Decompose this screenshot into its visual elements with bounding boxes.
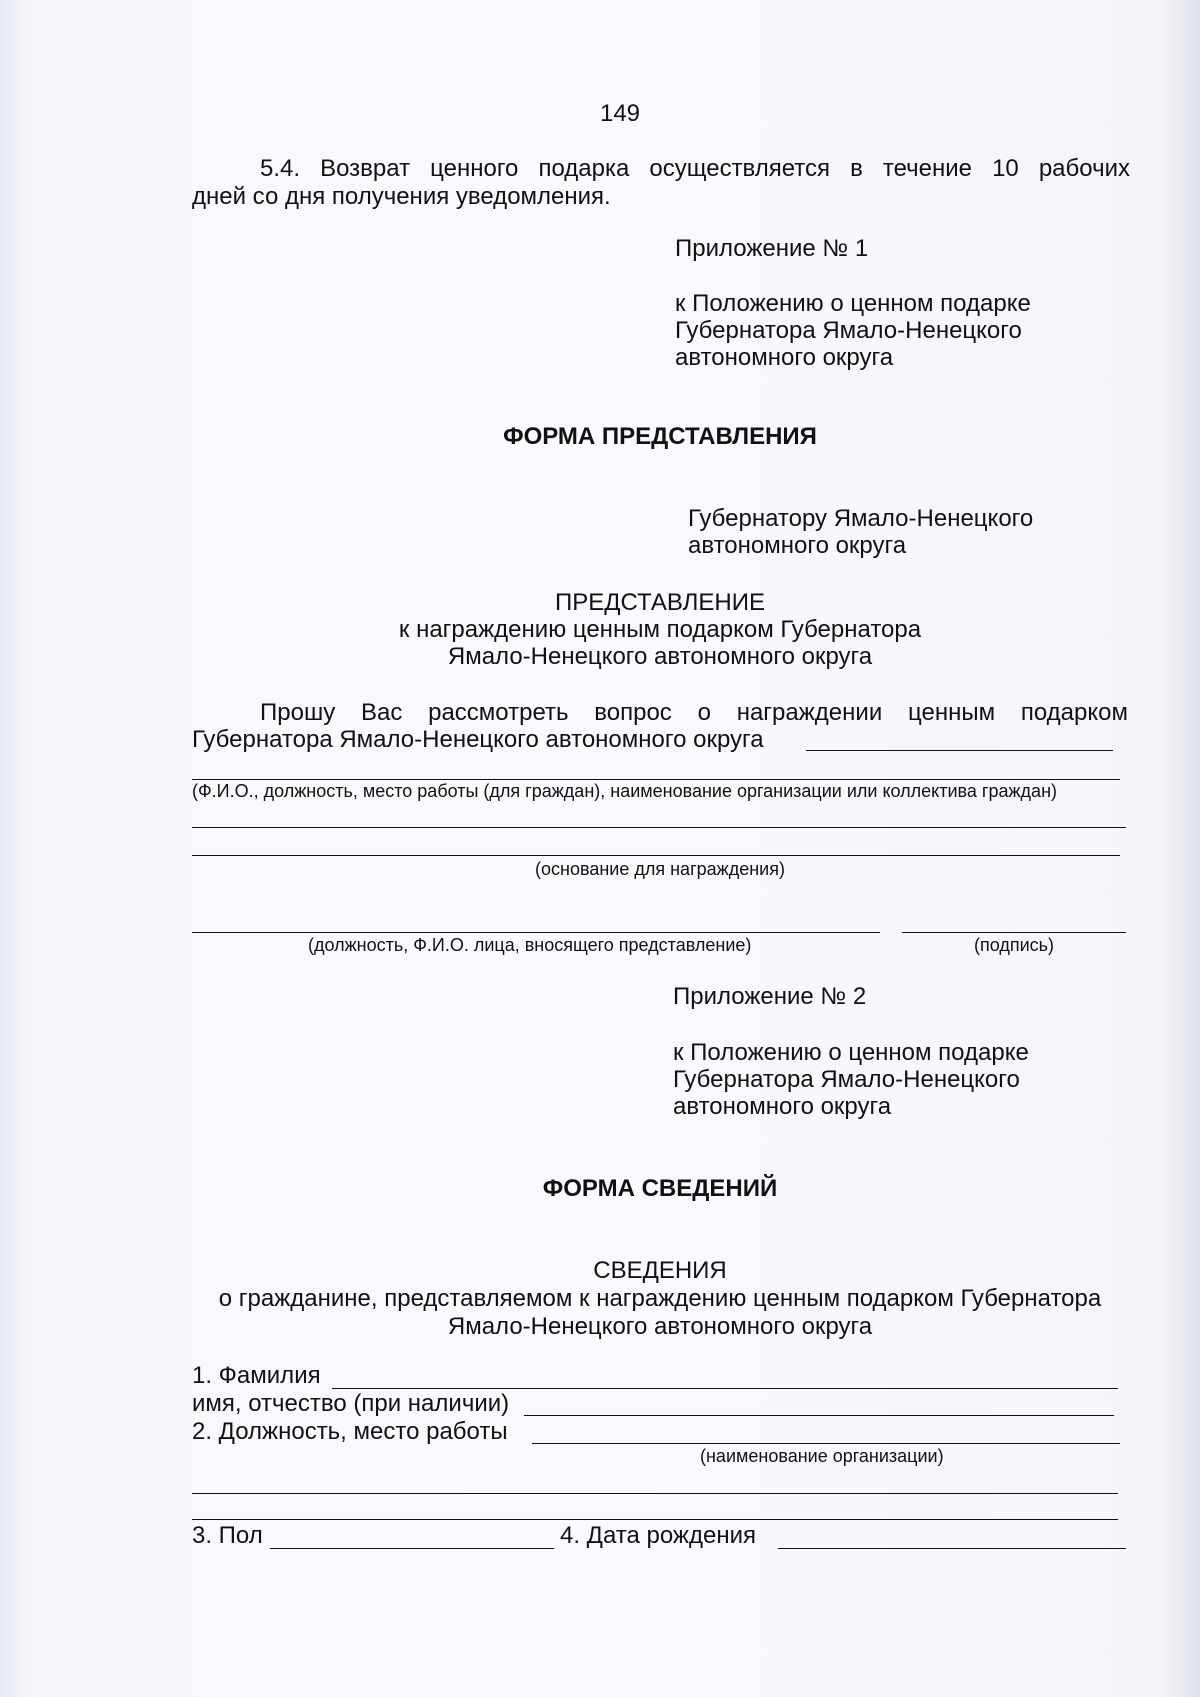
page-number: 149 (599, 100, 641, 127)
form-heading-representation: ФОРМА ПРЕДСТАВЛЕНИЯ (503, 423, 817, 450)
field-birthdate-label: 4. Дата рождения (560, 1522, 756, 1549)
representation-title: ПРЕДСТАВЛЕНИЕ (554, 589, 765, 616)
request-text-line2: Губернатора Ямало-Ненецкого автономного округа (192, 726, 764, 753)
field-position-blank (192, 1493, 1118, 1494)
caption-basis: (основание для награждения) (535, 859, 785, 879)
info-title: СВЕДЕНИЯ (593, 1257, 727, 1284)
info-subtitle: Ямало-Ненецкого автономного округа (447, 1313, 873, 1340)
representation-subtitle: к награждению ценным подарком Губернатора (398, 616, 922, 643)
appendix2-ref-line: к Положению о ценном подарке (673, 1039, 1029, 1066)
caption-signature: (подпись) (974, 935, 1055, 955)
field-name-blank (524, 1415, 1114, 1416)
field-gender-blank (270, 1548, 554, 1549)
field-position-blank (192, 1519, 1118, 1520)
form-heading-info: ФОРМА СВЕДЕНИЙ (542, 1175, 778, 1202)
basis-blank-line (192, 855, 1120, 856)
basis-blank-line (192, 827, 1126, 828)
appendix1-ref-line: Губернатора Ямало-Ненецкого (675, 317, 1022, 344)
signature-blank-line (902, 932, 1126, 933)
appendix1-ref-line: к Положению о ценном подарке (675, 290, 1031, 317)
field-position-label: 2. Должность, место работы (192, 1418, 508, 1445)
appendix2-ref-line: автономного округа (673, 1093, 892, 1120)
nominee-blank-line (806, 750, 1113, 751)
representation-subtitle: Ямало-Ненецкого автономного округа (447, 643, 873, 670)
clause-5-4-line2: дней со дня получения уведомления. (192, 183, 611, 210)
addressee-line: Губернатору Ямало-Ненецкого (688, 505, 1034, 532)
caption-fio: (Ф.И.О., должность, место работы (для граждан), наименование организации или коллектива граждан) (192, 781, 1058, 801)
appendix2-ref-line: Губернатора Ямало-Ненецкого (673, 1066, 1020, 1093)
submitter-blank-line (192, 932, 880, 933)
appendix1-title: Приложение № 1 (675, 235, 869, 262)
field-gender-label: 3. Пол (192, 1522, 263, 1549)
caption-submitter: (должность, Ф.И.О. лица, вносящего представление) (308, 935, 752, 955)
field-name-label: имя, отчество (при наличии) (192, 1390, 510, 1417)
addressee-line: автономного округа (688, 532, 907, 559)
field-birthdate-blank (778, 1548, 1126, 1549)
field-surname-blank (332, 1388, 1118, 1389)
request-text-line1: Прошу Вас рассмотреть вопрос о награждении ценным подарком (260, 699, 1128, 726)
field-position-blank (532, 1443, 1120, 1444)
caption-organization: (наименование организации) (700, 1446, 944, 1466)
appendix2-title: Приложение № 2 (673, 983, 867, 1010)
appendix1-ref-line: автономного округа (675, 344, 894, 371)
clause-5-4-line1: 5.4. Возврат ценного подарка осуществляется в течение 10 рабочих (260, 155, 1130, 182)
info-subtitle: о гражданине, представляемом к награждению ценным подарком Губернатора (218, 1285, 1102, 1312)
field-surname-label: 1. Фамилия (192, 1362, 321, 1389)
